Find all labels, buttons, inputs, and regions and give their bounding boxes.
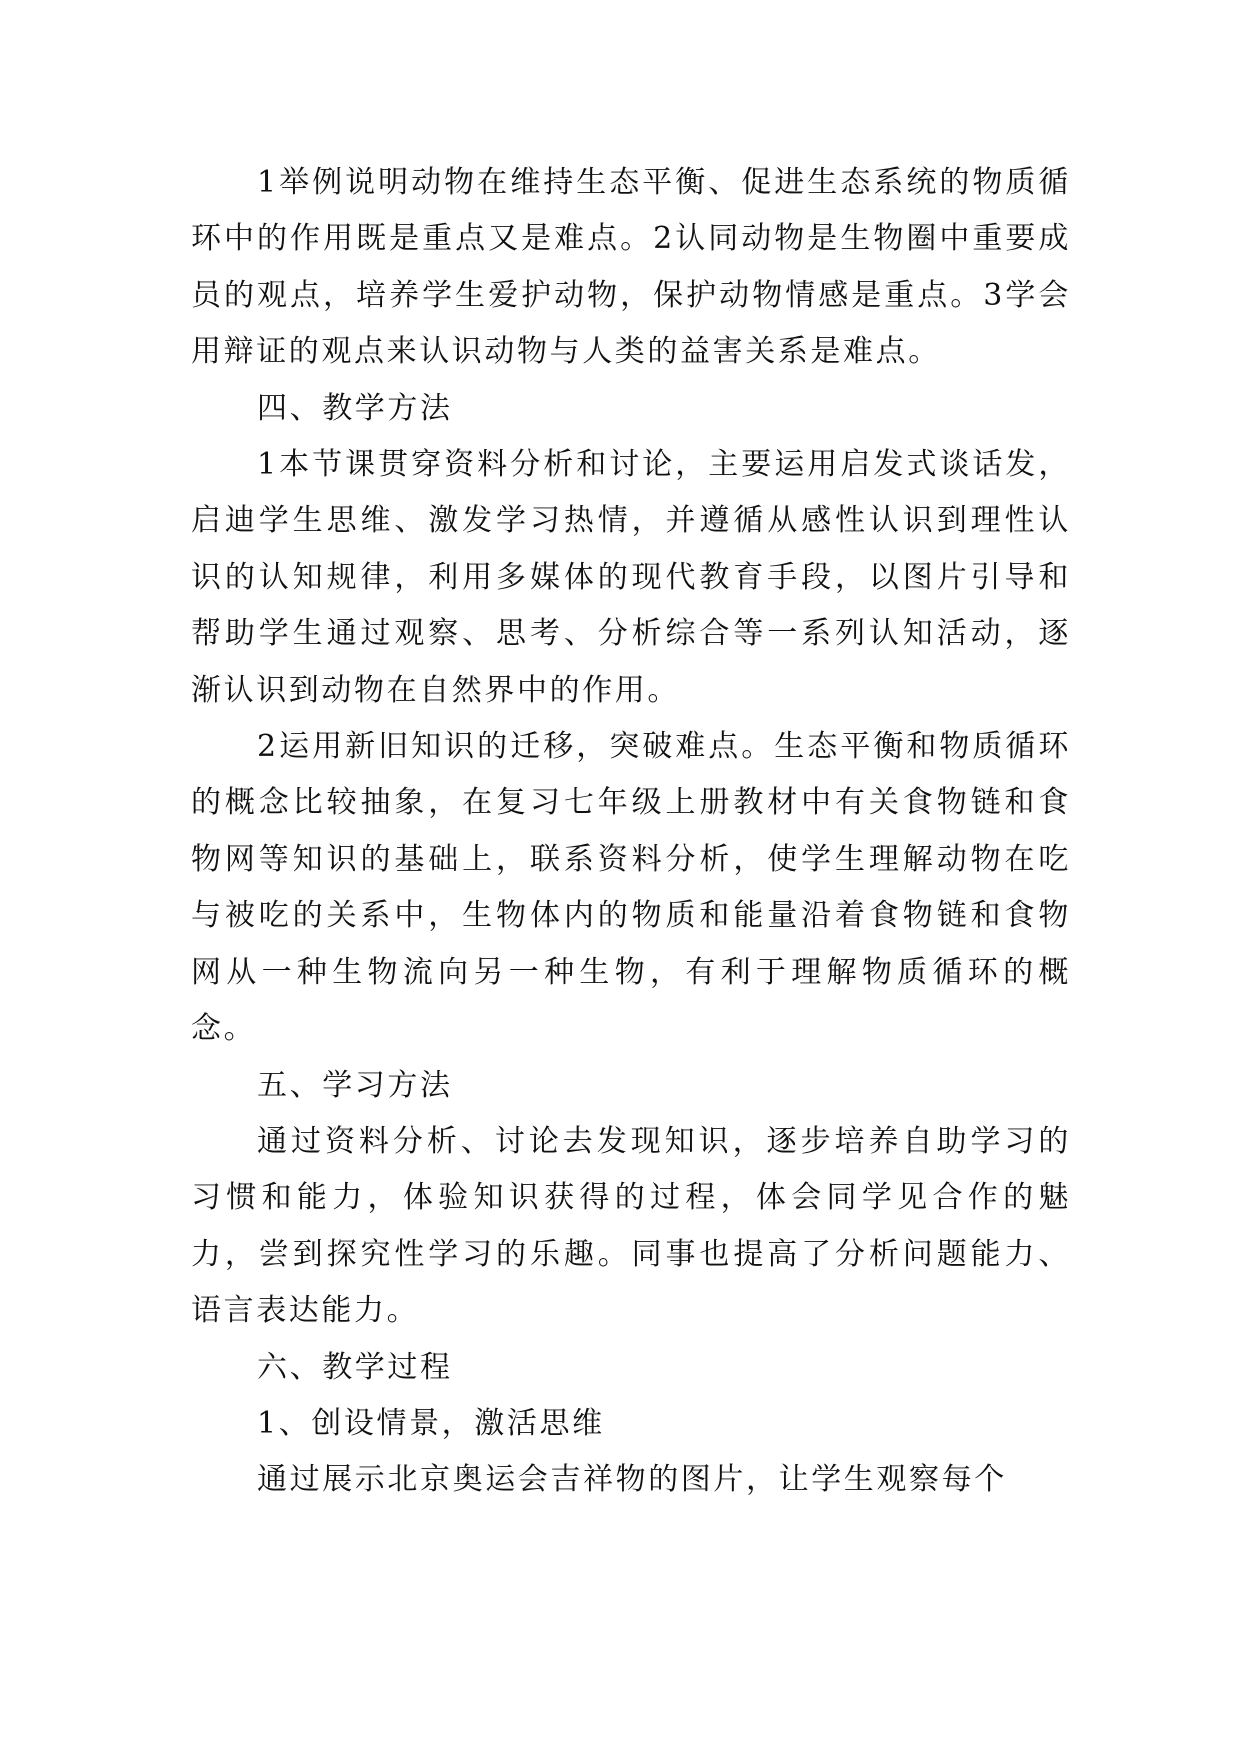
section-heading-teaching-process: 六、教学过程 [257, 1349, 453, 1385]
section-heading-learning-methods: 五、学习方法 [257, 1067, 453, 1103]
paragraph-create-scenario: 通过展示北京奥运会吉祥物的图片，让学生观察每个 [257, 1462, 1007, 1498]
section-heading-teaching-methods: 四、教学方法 [257, 390, 453, 426]
paragraph-key-points: 1举例说明动物在维持生态平衡、促进生态系统的物质循环中的作用既是重点又是难点。2认同动物是生物圈中重要成员的观点，培养学生爱护动物，保护动物情感是重点。3学会用辩证的观点来认识动物与人类的益害关系是难点。 [191, 165, 1071, 370]
paragraph-learning-methods: 通过资料分析、讨论去发现知识，逐步培养自助学习的习惯和能力，体验知识获得的过程，体会同学见合作的魅力，尝到探究性学习的乐趣。同事也提高了分析问题能力、语言表达能力。 [191, 1123, 1071, 1329]
subheading-create-scenario: 1、创设情景，激活思维 [257, 1405, 605, 1441]
paragraph-teaching-method-1: 1本节课贯穿资料分析和讨论，主要运用启发式谈话发，启迪学生思维、激发学习热情，并遵循从感性认识到理性认识的认知规律，利用多媒体的现代教育手段，以图片引导和帮助学生通过观察、思考、分析综合等一系列认知活动，逐渐认识到动物在自然界中的作用。 [191, 447, 1071, 708]
paragraph-teaching-method-2: 2运用新旧知识的迁移，突破难点。生态平衡和物质循环的概念比较抽象，在复习七年级上册教材中有关食物链和食物网等知识的基础上，联系资料分析，使学生理解动物在吃与被吃的关系中，生物体内的物质和能量沿着食物链和食物网从一种生物流向另一种生物，有利于理解物质循环的概念。 [191, 729, 1071, 1047]
document-body [191, 155, 1071, 1509]
